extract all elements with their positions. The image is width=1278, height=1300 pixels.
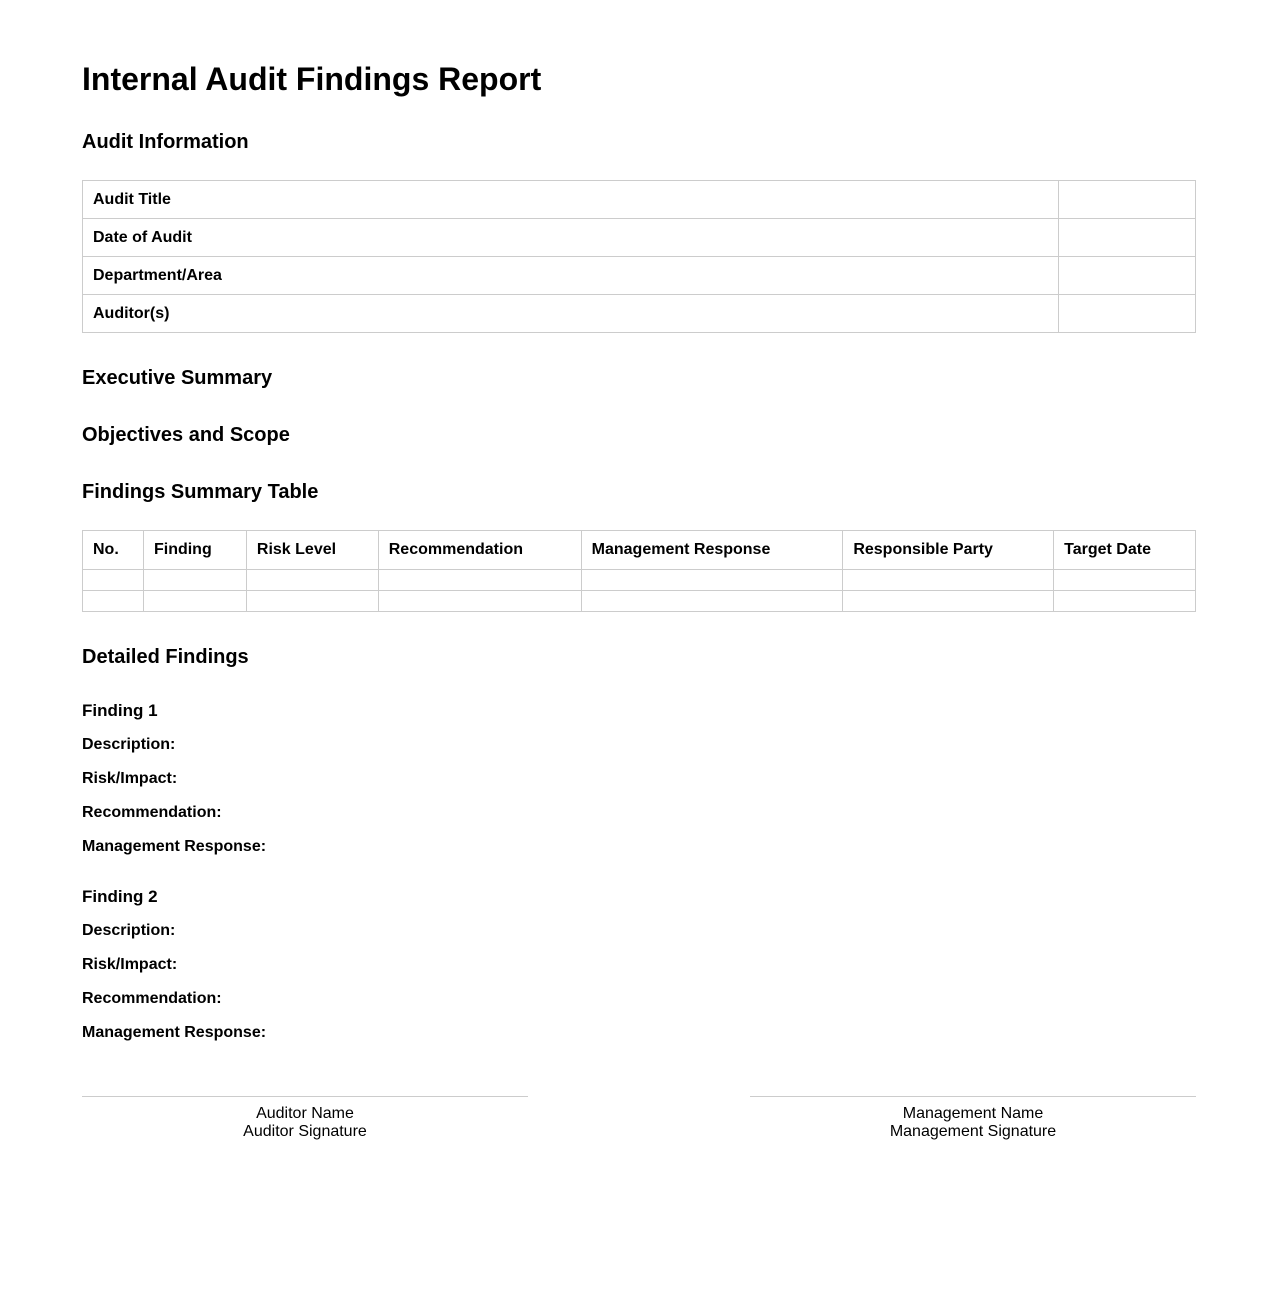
audit-information-table: [82, 180, 1196, 333]
management-signature-label: Management Signature: [889, 1123, 1057, 1140]
column-header-no: No.: [83, 531, 144, 570]
signature-section: [82, 1096, 1196, 1156]
finding-description-label: Description:: [82, 736, 176, 753]
table-cell: [378, 570, 581, 591]
table-cell: [143, 570, 246, 591]
table-cell: [1054, 591, 1196, 612]
auditor-name-label: Auditor Name: [256, 1105, 354, 1122]
finding-management-response-label: Management Response:: [82, 1024, 267, 1041]
department-area-label: Department/Area: [83, 257, 1059, 295]
findings-summary-heading: Findings Summary Table: [82, 481, 319, 503]
date-of-audit-value: [1059, 219, 1196, 257]
finding-risk-impact-label: Risk/Impact:: [82, 770, 178, 787]
table-cell: [83, 591, 144, 612]
finding-recommendation-label: Recommendation:: [82, 990, 222, 1007]
table-cell: [581, 591, 843, 612]
finding-description-label: Description:: [82, 922, 176, 939]
table-row: [83, 295, 1196, 333]
auditors-label: Auditor(s): [83, 295, 1059, 333]
column-header-management-response: Management Response: [581, 531, 843, 570]
table-cell: [143, 591, 246, 612]
finding-recommendation-label: Recommendation:: [82, 804, 222, 821]
executive-summary-heading: Executive Summary: [82, 367, 273, 389]
finding-2: [82, 887, 1196, 1043]
finding-management-response-label: Management Response:: [82, 838, 267, 855]
objectives-scope-heading: Objectives and Scope: [82, 424, 290, 446]
audit-title-value: [1059, 181, 1196, 219]
finding-risk-impact-label: Risk/Impact:: [82, 956, 178, 973]
page-title: Internal Audit Findings Report: [82, 61, 542, 97]
findings-summary-table: [82, 530, 1196, 612]
table-row: [83, 257, 1196, 295]
table-cell: [843, 591, 1054, 612]
column-header-finding: Finding: [143, 531, 246, 570]
table-cell: [1054, 570, 1196, 591]
date-of-audit-label: Date of Audit: [83, 219, 1059, 257]
table-cell: [843, 570, 1054, 591]
auditors-value: [1059, 295, 1196, 333]
table-cell: [83, 570, 144, 591]
table-cell: [581, 570, 843, 591]
table-cell: [246, 591, 378, 612]
table-row: [83, 181, 1196, 219]
table-row: [83, 570, 1196, 591]
auditor-signature-block: [82, 1096, 528, 1141]
finding-title: Finding 2: [82, 887, 158, 906]
table-header-row: [83, 531, 1196, 570]
department-area-value: [1059, 257, 1196, 295]
column-header-target-date: Target Date: [1054, 531, 1196, 570]
finding-title: Finding 1: [82, 701, 158, 720]
auditor-signature-label: Auditor Signature: [243, 1123, 367, 1140]
table-row: [83, 591, 1196, 612]
audit-information-heading: Audit Information: [82, 131, 249, 153]
finding-1: [82, 701, 1196, 857]
column-header-responsible-party: Responsible Party: [843, 531, 1054, 570]
column-header-recommendation: Recommendation: [378, 531, 581, 570]
management-signature-block: [750, 1096, 1196, 1141]
table-cell: [246, 570, 378, 591]
column-header-risk-level: Risk Level: [246, 531, 378, 570]
audit-title-label: Audit Title: [83, 181, 1059, 219]
detailed-findings-heading: Detailed Findings: [82, 646, 249, 668]
table-cell: [378, 591, 581, 612]
table-row: [83, 219, 1196, 257]
management-name-label: Management Name: [902, 1105, 1044, 1122]
